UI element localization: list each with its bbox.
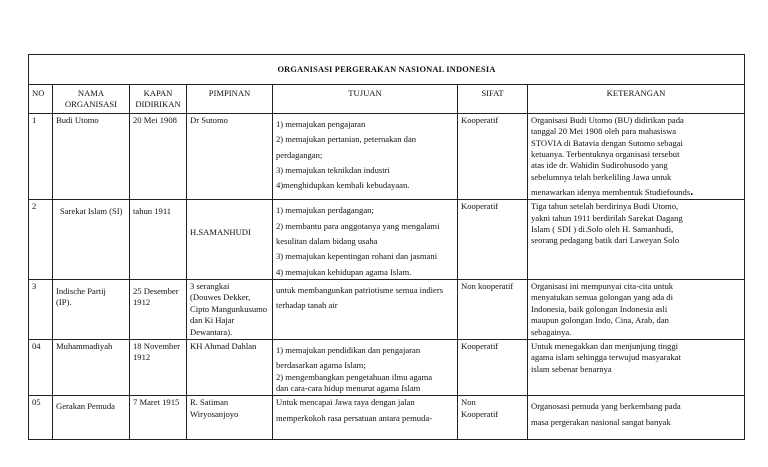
cell-kapan-line: 20 Mei 1908 — [133, 115, 177, 125]
cell-pimpinan-line: dan Ki Hajar — [190, 315, 235, 326]
header-nama-line: NAMA — [77, 88, 105, 98]
cell-sifat-line: Non kooperatif — [461, 281, 514, 292]
table-row — [29, 339, 745, 395]
tujuan-line: 2) membantu para anggotanya yang mengalami — [276, 220, 440, 231]
cell-sifat — [458, 280, 528, 340]
keterangan-line: seorang pedagang batik dari Laweyan Solo — [531, 235, 680, 246]
keterangan-line: yakni tahun 1911 berdirilah Sarekat Dagang — [531, 212, 683, 223]
table-row — [29, 114, 745, 200]
cell-keterangan — [528, 114, 745, 200]
cell-kapan — [130, 280, 187, 340]
keterangan-line: Untuk menegakkan dan menjunjung tinggi — [531, 340, 679, 351]
table-title-row — [29, 55, 745, 85]
header-nama — [53, 85, 130, 114]
header-pimpinan: PIMPINAN — [187, 85, 273, 114]
cell-keterangan — [528, 280, 745, 340]
cell-kapan-line: 1912 — [133, 297, 151, 308]
cell-kapan-line: 25 Desember — [133, 286, 179, 297]
cell-kapan-line: 7 Maret 1915 — [133, 397, 180, 408]
cell-no: 05 — [29, 396, 53, 440]
cell-no: 04 — [29, 339, 53, 395]
cell-nama-line: Muhammadiyah — [56, 340, 113, 351]
tujuan-line: Untuk mencapai Jawa raya dengan jalan — [276, 397, 415, 408]
cell-pimpinan — [187, 200, 273, 280]
keterangan-line — [531, 184, 741, 199]
keterangan-line: sebagainya. — [531, 326, 572, 337]
cell-pimpinan-line: Dr Sutomo — [190, 115, 228, 125]
cell-tujuan — [273, 200, 458, 280]
cell-no: 1 — [29, 114, 53, 200]
cell-pimpinan — [187, 339, 273, 395]
cell-nama-line: (IP). — [56, 297, 72, 308]
keterangan-line: atas ide dr. Wahidin Sudirohusodo yang — [531, 160, 668, 171]
keterangan-line: Organisasi ini mempunyai cita-cita untuk — [531, 281, 674, 292]
cell-tujuan — [273, 114, 458, 200]
cell-pimpinan-line: R. Satiman — [190, 397, 229, 408]
cell-nama-line: Budi Utomo — [56, 115, 99, 125]
table-title: ORGANISASI PERGERAKAN NASIONAL INDONESIA — [29, 55, 745, 85]
tujuan-line: 2) memajukan pertanian, peternakan dan — [276, 134, 417, 145]
cell-pimpinan — [187, 280, 273, 340]
keterangan-line: masa pergerakan nasional sangat banyak — [531, 416, 671, 427]
cell-keterangan — [528, 339, 745, 395]
cell-sifat — [458, 200, 528, 280]
header-no: NO — [29, 85, 53, 114]
cell-kapan — [130, 200, 187, 280]
keterangan-line: STOVIA di Batavia dengan Sutomo sebagai — [531, 137, 683, 148]
keterangan-line: Tiga tahun setelah berdirinya Budi Utomo, — [531, 201, 679, 212]
cell-sifat-line: Kooperatif — [461, 115, 499, 125]
header-nama-line: ORGANISASI — [64, 99, 118, 110]
keterangan-line: Organisasi Budi Utomo (BU) didirikan pada — [531, 115, 684, 125]
cell-pimpinan — [187, 396, 273, 440]
tujuan-line: berdasarkan agama Islam; — [276, 360, 366, 371]
cell-sifat — [458, 396, 528, 440]
tujuan-line: 3) memajukan teknikdan industri — [276, 165, 390, 176]
cell-pimpinan-line: (Douwes Dekker, — [190, 292, 251, 303]
cell-sifat — [458, 339, 528, 395]
table-row — [29, 200, 745, 280]
keterangan-line: islam sebenar benarnya — [531, 363, 612, 374]
cell-keterangan — [528, 200, 745, 280]
tujuan-line: 2) mengembangkan pengetahuan ilmu agama — [276, 371, 433, 382]
header-sifat: SIFAT — [458, 85, 528, 114]
cell-tujuan — [273, 396, 458, 440]
cell-kapan-line: 1912 — [133, 352, 151, 363]
tujuan-line: terhadap tanah air — [276, 300, 338, 311]
table-row — [29, 396, 745, 440]
header-row — [29, 85, 745, 114]
keterangan-line: Islam ( SDI ) di.Solo oleh H. Samanhudi, — [531, 224, 674, 235]
header-kapan — [130, 85, 187, 114]
cell-pimpinan — [187, 114, 273, 200]
cell-kapan — [130, 396, 187, 440]
tujuan-line: 1) memajukan pengajaran — [276, 119, 366, 129]
organisasi-table — [28, 54, 745, 440]
cell-tujuan — [273, 339, 458, 395]
keterangan-text: menawarkan idenya membentuk Studiefounds — [531, 187, 691, 198]
keterangan-line: tanggal 20 Mei 1908 oleh para mahasiswa — [531, 126, 677, 137]
cell-sifat-line: Kooperatif — [461, 201, 499, 212]
cell-nama — [53, 339, 130, 395]
keterangan-line: ketuanya. Terbentuknya organisasi tersebut — [531, 149, 680, 160]
keterangan-line: Organosasi pemuda yang berkembang pada — [531, 401, 681, 412]
tujuan-line: 3) memajukan kepentingan rohani dan jasmani — [276, 251, 438, 262]
cell-kapan-line: tahun 1911 — [133, 206, 172, 217]
cell-pimpinan-line: 3 serangkai — [190, 281, 230, 292]
tujuan-line: 1) memajukan pendidikan dan pengajaran — [276, 344, 421, 355]
tujuan-line: kesulitan dalam bidang usaha — [276, 236, 378, 247]
keterangan-line: sebelumnya telah berkeliling Jawa untuk — [531, 171, 672, 182]
cell-keterangan — [528, 396, 745, 440]
keterangan-line: agama islam sehingga terwujud masyarakat — [531, 352, 681, 363]
header-tujuan: TUJUAN — [273, 85, 458, 114]
keterangan-line: menyatukan semua golongan yang ada di — [531, 292, 673, 303]
cell-pimpinan-line: Wiryosanjoyo — [190, 408, 239, 419]
period-mark: . — [690, 184, 694, 199]
cell-sifat-line: Non — [461, 397, 476, 408]
tujuan-line: untuk membangunkan patriotisme semua indiers — [276, 285, 444, 296]
cell-pimpinan-line: H.SAMANHUDI — [190, 227, 251, 238]
tujuan-line: 1) memajukan perdagangan; — [276, 205, 374, 216]
header-kapan-line: DIDIRIKAN — [135, 99, 181, 110]
cell-pimpinan-line: Dewantara). — [190, 326, 233, 337]
tujuan-line: 4)menghidupkan kembali kebudayaan. — [276, 180, 410, 191]
tujuan-line: dan cara-cara hidup menurut agama Islam — [276, 382, 421, 393]
cell-no: 3 — [29, 280, 53, 340]
tujuan-line: 4) memajukan kehidupan agama Islam. — [276, 266, 412, 277]
cell-no: 2 — [29, 200, 53, 280]
header-keterangan: KETERANGAN — [528, 85, 745, 114]
cell-sifat-line: Kooperatif — [461, 340, 499, 351]
tujuan-line: memperkokoh rasa persatuan antara pemuda- — [276, 412, 433, 423]
cell-kapan-line: 18 November — [133, 340, 181, 351]
header-kapan-line: KAPAN — [143, 88, 173, 98]
cell-kapan — [130, 114, 187, 200]
cell-nama — [53, 114, 130, 200]
cell-nama — [53, 200, 130, 280]
cell-tujuan — [273, 280, 458, 340]
cell-nama — [53, 280, 130, 340]
table-row — [29, 280, 745, 340]
cell-nama-line: Indische Partij — [56, 286, 106, 297]
cell-pimpinan-line: Cipto Mangunkusumo — [190, 303, 268, 314]
cell-sifat-line: Kooperatif — [461, 408, 499, 419]
cell-nama — [53, 396, 130, 440]
cell-nama-line: Gerakan Pemuda — [56, 401, 115, 412]
keterangan-line: Indonesia, baik golongan Indonesia asli — [531, 303, 668, 314]
keterangan-line: maupun golongan Indo, Cina, Arab, dan — [531, 315, 669, 326]
cell-pimpinan-line: KH Ahmad Dahlan — [190, 340, 257, 351]
tujuan-line: perdagangan; — [276, 149, 323, 160]
cell-sifat — [458, 114, 528, 200]
cell-kapan — [130, 339, 187, 395]
cell-nama-line: Sarekat Islam (SI) — [60, 206, 123, 217]
